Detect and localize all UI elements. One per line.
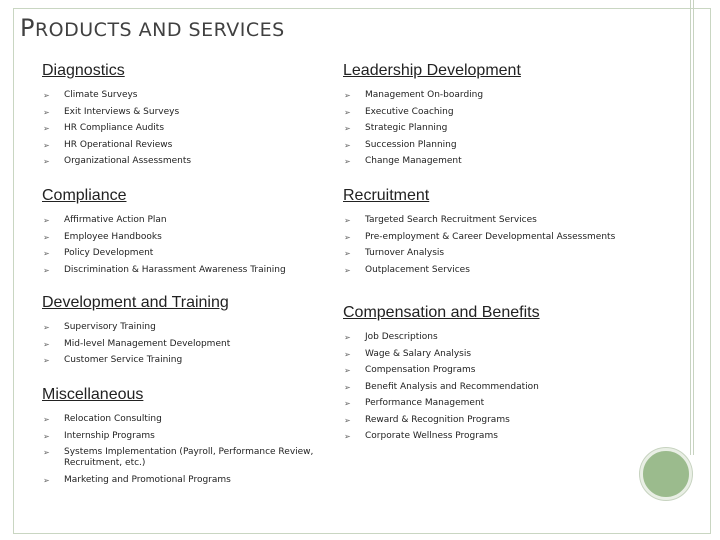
list-item <box>42 265 286 276</box>
list-item-text: Affirmative Action Plan <box>64 215 167 225</box>
arrow-bullet-icon: ➢ <box>344 415 351 425</box>
arrow-bullet-icon: ➢ <box>344 432 351 441</box>
arrow-bullet-icon: ➢ <box>43 356 50 365</box>
list-item <box>42 431 334 442</box>
list-item-text: Change Management <box>365 156 462 166</box>
list-item <box>42 123 191 134</box>
list-item <box>343 107 521 118</box>
list-item-text: Turnover Analysis <box>365 248 445 258</box>
list-item <box>343 332 540 343</box>
list-item <box>343 365 540 376</box>
list-item-text: Relocation Consulting <box>64 414 162 424</box>
section-diagnostics <box>42 62 191 173</box>
section-heading: Recruitment <box>343 187 430 204</box>
list-item-text: Corporate Wellness Programs <box>365 431 498 441</box>
list-item-text: Mid-level Management Development <box>64 338 231 349</box>
list-item-text: Discrimination & Harassment Awareness Training <box>64 264 286 275</box>
arrow-bullet-icon: ➢ <box>344 382 351 392</box>
item-list <box>343 90 521 167</box>
list-item <box>42 322 230 333</box>
arrow-bullet-icon: ➢ <box>43 124 50 133</box>
arrow-bullet-icon: ➢ <box>43 140 50 150</box>
list-item <box>42 215 286 226</box>
list-item-text: Targeted Search Recruitment Services <box>365 215 537 225</box>
page-title: PRODUCTS AND SERVICES <box>20 14 285 42</box>
list-item <box>42 248 286 259</box>
list-item-text: Outplacement Services <box>365 264 470 275</box>
arrow-bullet-icon: ➢ <box>344 107 351 117</box>
list-item <box>42 447 334 469</box>
list-item <box>343 232 615 243</box>
section-compensation-benefits <box>343 304 540 448</box>
list-item-text: Employee Handbooks <box>64 231 162 242</box>
list-item-text: Policy Development <box>64 248 154 258</box>
list-item-text: Organizational Assessments <box>64 156 192 166</box>
list-item <box>42 232 286 243</box>
arrow-bullet-icon: ➢ <box>43 475 50 485</box>
item-list <box>343 215 615 276</box>
section-compliance <box>42 187 286 281</box>
list-item <box>343 140 521 151</box>
list-item-text: Job Descriptions <box>365 332 438 342</box>
decorative-line <box>693 0 694 455</box>
decorative-circle <box>640 448 692 500</box>
section-heading: Miscellaneous <box>42 386 144 403</box>
list-item <box>343 248 615 259</box>
list-item-text: Management On-boarding <box>365 90 484 100</box>
list-item-text: Marketing and Promotional Programs <box>64 474 231 485</box>
list-item <box>42 90 191 101</box>
arrow-bullet-icon: ➢ <box>344 140 351 150</box>
section-heading: Compliance <box>42 187 127 204</box>
arrow-bullet-icon: ➢ <box>344 124 351 133</box>
arrow-bullet-icon: ➢ <box>43 339 50 349</box>
item-list <box>42 322 230 366</box>
list-item <box>343 398 540 409</box>
arrow-bullet-icon: ➢ <box>43 232 50 242</box>
decorative-line <box>690 0 691 455</box>
arrow-bullet-icon: ➢ <box>344 333 351 342</box>
arrow-bullet-icon: ➢ <box>43 431 50 441</box>
item-list <box>42 414 334 486</box>
arrow-bullet-icon: ➢ <box>344 249 351 258</box>
list-item-text: Succession Planning <box>365 139 457 150</box>
list-item <box>343 382 540 393</box>
list-item <box>343 215 615 226</box>
arrow-bullet-icon: ➢ <box>344 91 351 100</box>
list-item <box>42 414 334 425</box>
list-item <box>343 349 540 360</box>
list-item-text: Compensation Programs <box>365 365 476 375</box>
arrow-bullet-icon: ➢ <box>344 366 351 375</box>
list-item-text: Executive Coaching <box>365 106 454 117</box>
list-item <box>42 355 230 366</box>
section-recruitment <box>343 187 615 281</box>
list-item-text: Systems Implementation (Payroll, Performance Review, Recruitment, etc.) <box>64 447 314 468</box>
arrow-bullet-icon: ➢ <box>344 157 351 166</box>
arrow-bullet-icon: ➢ <box>43 265 50 275</box>
list-item-text: Customer Service Training <box>64 355 183 365</box>
arrow-bullet-icon: ➢ <box>43 415 50 424</box>
section-heading: Compensation and Benefits <box>343 304 540 321</box>
item-list <box>42 90 191 167</box>
list-item-text: Performance Management <box>365 398 485 408</box>
list-item-text: Wage & Salary Analysis <box>365 348 472 359</box>
list-item <box>42 156 191 167</box>
arrow-bullet-icon: ➢ <box>43 448 50 457</box>
list-item-text: Climate Surveys <box>64 90 138 100</box>
section-heading: Diagnostics <box>42 62 125 79</box>
list-item-text: Supervisory Training <box>64 322 156 332</box>
section-development-training <box>42 294 230 372</box>
section-heading: Leadership Development <box>343 62 521 79</box>
arrow-bullet-icon: ➢ <box>43 249 50 258</box>
list-item <box>343 415 540 426</box>
list-item <box>343 265 615 276</box>
list-item-text: Pre-employment & Career Developmental Assessments <box>365 231 616 242</box>
list-item <box>343 90 521 101</box>
list-item <box>42 107 191 118</box>
list-item-text: Benefit Analysis and Recommendation <box>365 381 539 392</box>
arrow-bullet-icon: ➢ <box>344 216 351 225</box>
arrow-bullet-icon: ➢ <box>43 107 50 117</box>
section-heading: Development and Training <box>42 294 229 311</box>
arrow-bullet-icon: ➢ <box>344 232 351 242</box>
list-item-text: Reward & Recognition Programs <box>365 414 510 425</box>
section-leadership-development <box>343 62 521 173</box>
section-miscellaneous <box>42 386 334 491</box>
item-list <box>343 332 540 442</box>
list-item <box>343 156 521 167</box>
arrow-bullet-icon: ➢ <box>344 399 351 408</box>
list-item <box>42 475 334 486</box>
arrow-bullet-icon: ➢ <box>43 91 50 100</box>
list-item-text: HR Operational Reviews <box>64 139 173 150</box>
list-item-text: Internship Programs <box>64 430 155 441</box>
list-item-text: HR Compliance Audits <box>64 123 165 133</box>
arrow-bullet-icon: ➢ <box>43 157 50 166</box>
list-item <box>42 339 230 350</box>
arrow-bullet-icon: ➢ <box>43 216 50 225</box>
list-item <box>343 431 540 442</box>
arrow-bullet-icon: ➢ <box>344 349 351 359</box>
arrow-bullet-icon: ➢ <box>43 323 50 332</box>
item-list <box>42 215 286 276</box>
list-item-text: Exit Interviews & Surveys <box>64 106 180 117</box>
list-item <box>343 123 521 134</box>
list-item-text: Strategic Planning <box>365 123 448 133</box>
list-item <box>42 140 191 151</box>
arrow-bullet-icon: ➢ <box>344 265 351 275</box>
